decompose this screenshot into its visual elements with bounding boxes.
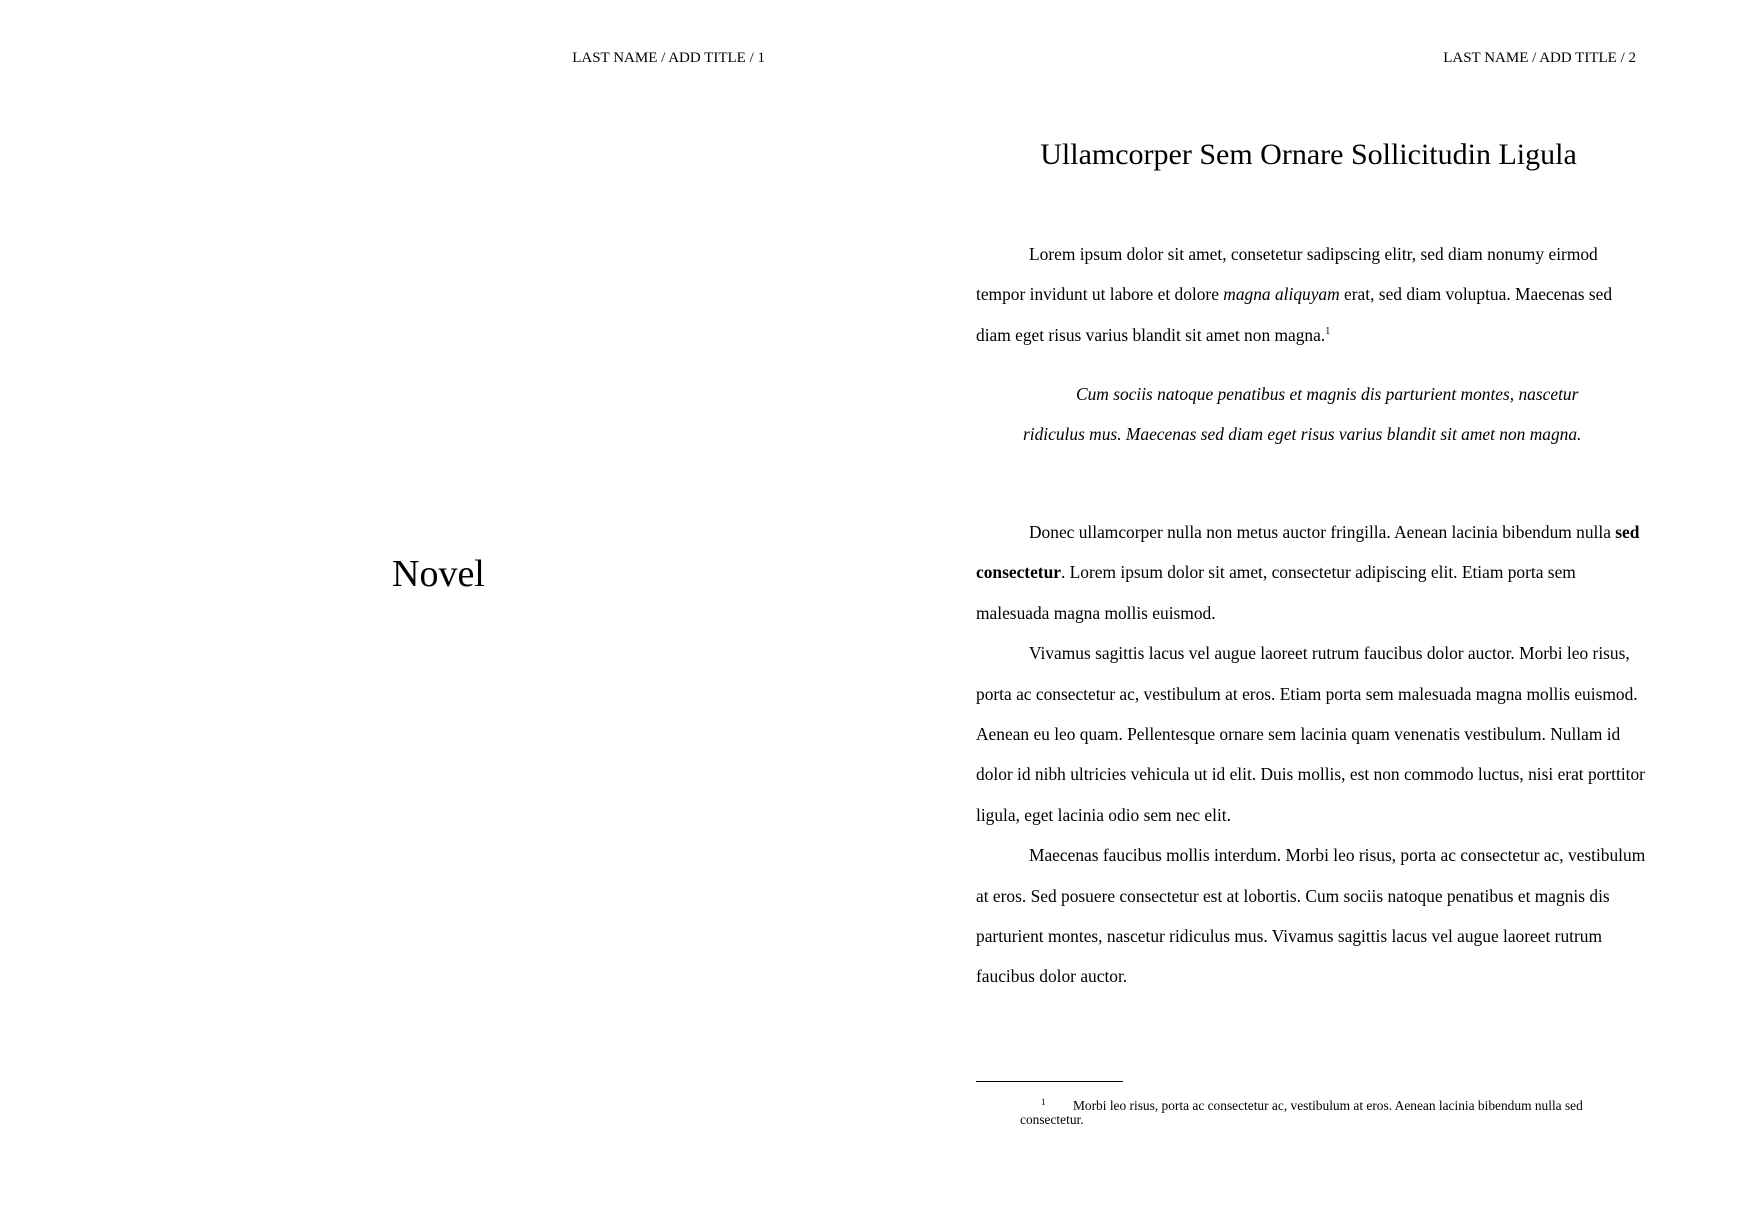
- paragraph-3: Vivamus sagittis lacus vel augue laoreet rutrum faucibus dolor auctor. Morbi leo risus, porta ac consectetur ac, vestibulum at eros. Etiam porta sem malesuada magna mollis euismod. Aenean eu leo quam. Pellentesque ornare sem lacinia quam venenatis vestibulum. Nullam id dolor id nibh ultricies vehicula ut id elit. Duis mollis, est non commodo luctus, nisi erat porttitor ligula, eget lacinia odio sem nec elit.: [976, 643, 1645, 825]
- bold-phrase: sed consectetur: [976, 522, 1640, 583]
- page-2: [870, 0, 1740, 1231]
- footnote-reference[interactable]: 1: [1325, 325, 1331, 337]
- footnote-separator: [976, 1081, 1123, 1082]
- footnote-text: Morbi leo risus, porta ac consectetur ac, vestibulum at eros. Aenean lacinia bibendum nulla sed consectetur.: [1020, 1098, 1583, 1127]
- running-head: LAST NAME / ADD TITLE / 1: [572, 50, 765, 66]
- italic-phrase: magna aliquyam: [1223, 284, 1340, 305]
- novel-title: Novel: [392, 553, 485, 595]
- footnote-number: 1: [1041, 1097, 1046, 1107]
- paragraph-1: Lorem ipsum dolor sit amet, consetetur sadipscing elitr, sed diam nonumy eirmod tempor invidunt ut labore et dolore magna aliquyam erat, sed diam voluptua. Maecenas sed diam eget risus varius blandit sit amet non magna.$^1$: [976, 244, 1613, 345]
- footnote: [1020, 1095, 1620, 1127]
- body-text-bottom: [976, 512, 1646, 997]
- body-text-top: [976, 234, 1646, 355]
- chapter-title: Ullamcorper Sem Ornare Sollicitudin Ligula: [1040, 138, 1577, 171]
- block-quote: Cum sociis natoque penatibus et magnis dis parturient montes, nascetur ridiculus mus. Maecenas sed diam eget risus varius blandit sit amet non magna.: [1023, 384, 1582, 445]
- paragraph-4: Maecenas faucibus mollis interdum. Morbi leo risus, porta ac consectetur ac, vestibulum at eros. Sed posuere consectetur est at lobortis. Cum sociis natoque penatibus et magnis dis parturient montes, nascetur ridiculus mus. Vivamus sagittis lacus vel augue laoreet rutrum faucibus dolor auctor.: [976, 845, 1646, 987]
- running-head: LAST NAME / ADD TITLE / 2: [1443, 50, 1636, 66]
- paragraph-2: Donec ullamcorper nulla non metus auctor fringilla. Aenean lacinia bibendum nulla sed consectetur. Lorem ipsum dolor sit amet, consectetur adipiscing elit. Etiam porta sem malesuada magna mollis euismod.: [976, 522, 1640, 623]
